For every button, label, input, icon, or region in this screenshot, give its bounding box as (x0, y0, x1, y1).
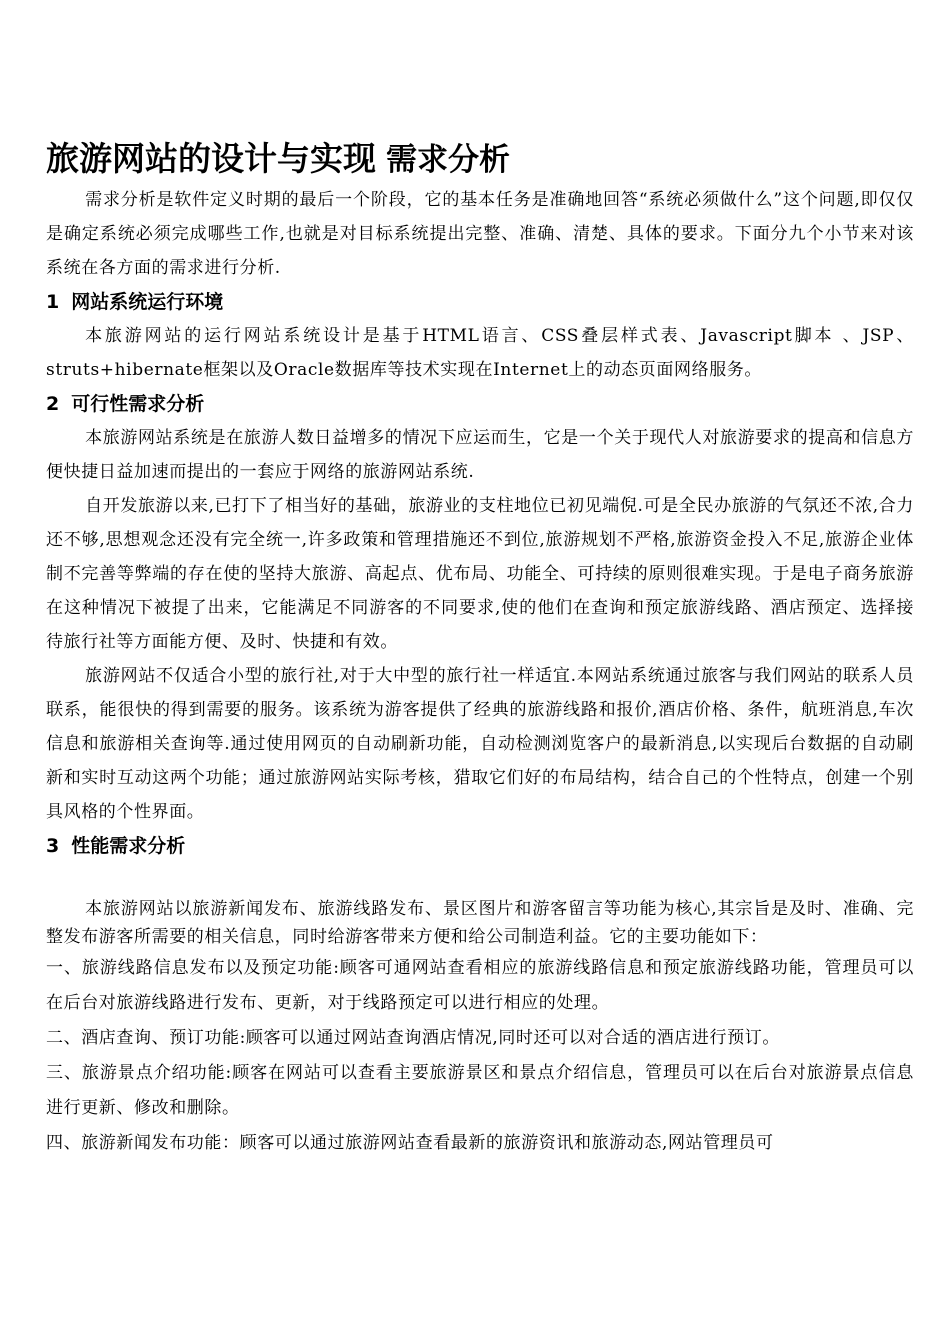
title-sub: 需求分析 (386, 142, 510, 178)
section-heading-2 (46, 387, 914, 421)
section-2-paragraph: 本旅游网站系统是在旅游人数日益增多的情况下应运而生，它是一个关于现代人对旅游要求的提高和信息方便快捷日益加速而提出的一套应于网络的旅游网站系统. (46, 428, 914, 482)
section-heading-1 (46, 285, 914, 319)
section-heading-3 (46, 829, 914, 863)
feature-list (46, 951, 914, 1161)
section-2-paragraph: 自开发旅游以来,已打下了相当好的基础，旅游业的支柱地位已初见端倪.可是全民办旅游的气氛还不浓,合力还不够,思想观念还没有完全统一,许多政策和管理措施还不到位,旅游规划不严格,旅游资金投入不足,旅游企业体制不完善等弊端的存在使的坚持大旅游、高起点、优布局、功能全、可持续的原则很难实现。于是电子商务旅游在这种情况下被提了出来，它能满足不同游客的不同要求,使的他们在查询和预定旅游线路、酒店预定、选择接待旅行社等方面能方便、及时、快捷和有效。 (46, 496, 914, 652)
section-title: 性能需求分析 (71, 835, 186, 857)
section-1-paragraph: 本旅游网站的运行网站系统设计是基于HTML语言、CSS叠层样式表、Javascript脚本 、JSP、struts+hibernate框架以及Oracle数据库等技术实现在Internet上的动态页面网络服务。 (46, 326, 914, 380)
list-item: 二、酒店查询、预订功能:顾客可以通过网站查询酒店情况,同时还可以对合适的酒店进行预订。 (46, 1028, 780, 1048)
spacer (46, 863, 914, 895)
section-number: 3 (46, 835, 60, 857)
list-item: 一、旅游线路信息发布以及预定功能:顾客可通网站查看相应的旅游线路信息和预定旅游线路功能，管理员可以在后台对旅游线路进行发布、更新，对于线路预定可以进行相应的处理。 (46, 958, 914, 1013)
document-title (46, 136, 914, 183)
intro-paragraph: 需求分析是软件定义时期的最后一个阶段，它的基本任务是准确地回答“系统必须做什么”这个问题,即仅仅是确定系统必须完成哪些工作,也就是对目标系统提出完整、准确、清楚、具体的要求。下面分九个小节来对该系统在各方面的需求进行分析. (46, 190, 914, 278)
section-title: 网站系统运行环境 (71, 291, 224, 313)
section-2-paragraph: 旅游网站不仅适合小型的旅行社,对于大中型的旅行社一样适宜.本网站系统通过旅客与我们网站的联系人员联系，能很快的得到需要的服务。该系统为游客提供了经典的旅游线路和报价,酒店价格、条件，航班消息,车次信息和旅游相关查询等.通过使用网页的自动刷新功能，自动检测浏览客户的最新消息,以实现后台数据的自动刷新和实时互动这两个功能；通过旅游网站实际考核，猎取它们好的布局结构，结合自己的个性特点，创建一个别具风格的个性界面。 (46, 666, 914, 822)
list-item: 三、旅游景点介绍功能:顾客在网站可以查看主要旅游景区和景点介绍信息，管理员可以在后台对旅游景点信息进行更新、修改和删除。 (46, 1063, 914, 1118)
section-title: 可行性需求分析 (71, 393, 205, 415)
title-main: 旅游网站的设计与实现 (46, 139, 376, 178)
section-number: 2 (46, 393, 60, 415)
section-number: 1 (46, 291, 60, 313)
section-3-body (46, 895, 914, 951)
list-item: 四、旅游新闻发布功能：顾客可以通过旅游网站查看最新的旅游资讯和旅游动态,网站管理员可 (46, 1133, 774, 1153)
section-3-paragraph: 本旅游网站以旅游新闻发布、旅游线路发布、景区图片和游客留言等功能为核心,其宗旨是及时、准确、完整发布游客所需要的相关信息，同时给游客带来方便和给公司制造利益。它的主要功能如下： (46, 899, 914, 947)
document-page (46, 136, 914, 1161)
